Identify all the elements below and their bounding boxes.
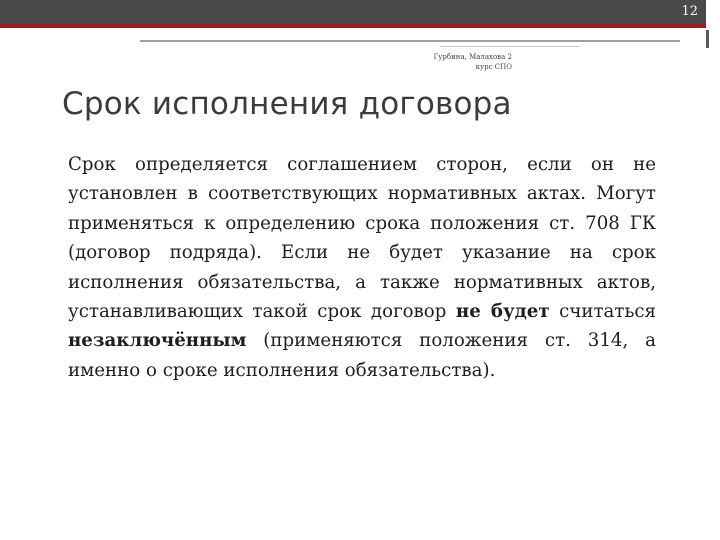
slide-title: Срок исполнения договора <box>62 86 512 122</box>
divider-line-short <box>440 46 580 47</box>
header-accent-line <box>0 24 706 28</box>
body-bold-phrase-2: незаключённым <box>68 330 247 352</box>
body-text-part-3: (применяются положения ст. 314, а именно о сроке исполнения обязательства). <box>68 330 656 381</box>
page-number: 12 <box>681 4 698 19</box>
author-line-2: курс СПО <box>475 63 512 71</box>
right-edge-line <box>706 30 709 48</box>
author-line-1: Гурбина, Малахова 2 <box>433 53 512 61</box>
body-paragraph <box>68 150 656 385</box>
divider-line <box>140 40 680 42</box>
body-bold-phrase-1: не будет <box>455 301 550 323</box>
author-note <box>420 52 512 72</box>
body-text-part-1: Срок определяется соглашением сторон, если он не установлен в соответствующих нормативных актах. Могут применяться к определению срока положения ст. 708 ГК (договор подряда). Если не будет указание на срок исполнения обязательства, а также нормативных актов, устанавливающих такой срок договор <box>68 154 656 323</box>
header-bar <box>0 0 706 24</box>
header-right-gap <box>706 0 720 30</box>
body-text-part-2: считаться <box>549 301 657 323</box>
